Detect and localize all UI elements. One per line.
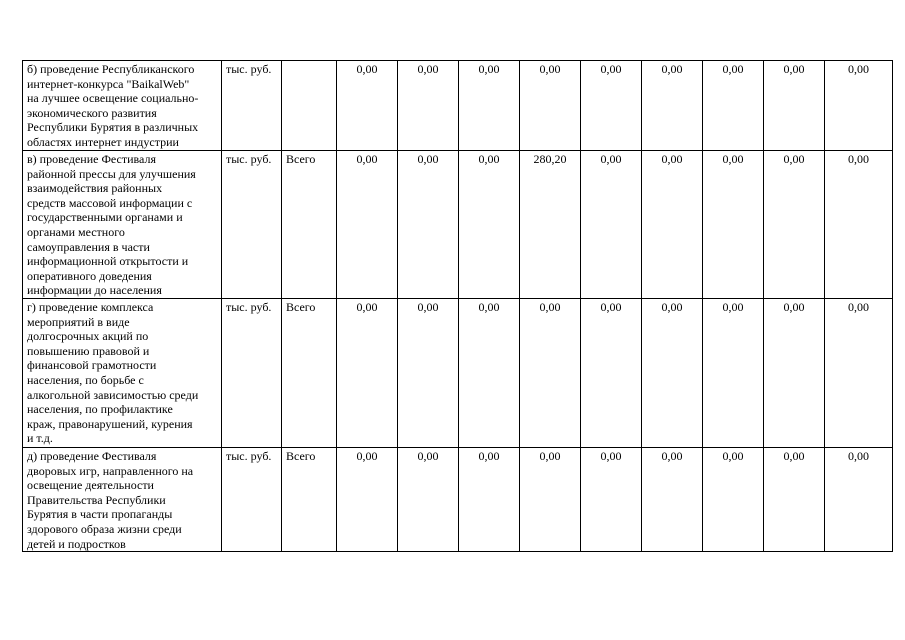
description-line: мероприятий в виде [27,314,130,329]
table-body [23,61,893,552]
kind-cell: Всего [282,151,337,299]
description-line: экономического развития [27,105,157,120]
description-line: финансовой грамотности [27,358,157,373]
description-line: населения, по борьбе с [27,372,144,387]
value-cell: 0,00 [764,299,825,448]
table-row [23,61,893,151]
value-cell: 0,00 [642,299,703,448]
value-cell: 0,00 [337,61,398,151]
value-cell: 0,00 [642,448,703,552]
kind-cell: Всего [282,299,337,448]
value-cell: 0,00 [459,151,520,299]
value-cell: 0,00 [398,61,459,151]
value-cell: 0,00 [764,448,825,552]
description-line: на лучшее освещение социально- [27,91,199,106]
value-cell: 0,00 [703,151,764,299]
description-line: долгосрочных акций по [27,329,149,344]
description-line: оперативного доведения [27,268,152,283]
description-line: здорового образа жизни среди [27,521,182,536]
value-cell: 0,00 [520,61,581,151]
value-cell: 0,00 [398,151,459,299]
description-line: информационной открытости и [27,254,189,269]
value-cell: 0,00 [642,151,703,299]
table-row [23,151,893,299]
description-line: государственными органами и [27,210,183,225]
value-cell: 280,20 [520,151,581,299]
unit-cell: тыс. руб. [222,299,282,448]
description-line: краж, правонарушений, курения [27,416,193,431]
value-cell: 0,00 [703,61,764,151]
description-line: дворовых игр, направленного на [27,463,194,478]
description-line: д) проведение Фестиваля [27,449,157,463]
value-cell: 0,00 [825,151,893,299]
value-cell: 0,00 [581,151,642,299]
description-line: самоуправления в части [27,239,150,254]
value-cell: 0,00 [459,61,520,151]
description-line: районной прессы для улучшения [27,166,196,181]
value-cell: 0,00 [703,299,764,448]
value-cell: 0,00 [764,151,825,299]
unit-cell: тыс. руб. [222,61,282,151]
value-cell: 0,00 [520,448,581,552]
budget-table [22,60,893,552]
description-line: Бурятия в части пропаганды [27,507,173,522]
value-cell: 0,00 [337,299,398,448]
value-cell: 0,00 [459,299,520,448]
kind-cell: Всего [282,448,337,552]
description-line: Правительства Республики [27,492,166,507]
description-line: информации до населения [27,283,162,298]
unit-cell: тыс. руб. [222,448,282,552]
description-line: в) проведение Фестиваля [27,152,156,166]
description-line: б) проведение Республиканского [27,62,195,76]
value-cell: 0,00 [825,61,893,151]
value-cell: 0,00 [398,448,459,552]
description-line: областях интернет индустрии [27,134,179,149]
description-line: органами местного [27,224,125,239]
description-line: и т.д. [27,431,53,446]
description-line: г) проведение комплекса [27,300,154,314]
description-line: средств массовой информации с [27,195,193,210]
description-line: повышению правовой и [27,343,150,358]
row-description [23,299,222,448]
value-cell: 0,00 [337,151,398,299]
value-cell: 0,00 [459,448,520,552]
value-cell: 0,00 [764,61,825,151]
value-cell: 0,00 [825,299,893,448]
description-line: детей и подростков [27,536,126,551]
row-description [23,448,222,552]
unit-cell: тыс. руб. [222,151,282,299]
value-cell: 0,00 [520,299,581,448]
table-row [23,448,893,552]
description-line: освещение деятельности [27,478,154,493]
description-line: алкогольной зависимостью среди [27,387,199,402]
document-page [22,60,893,552]
value-cell: 0,00 [825,448,893,552]
description-line: населения, по профилактике [27,402,173,417]
row-description [23,151,222,299]
value-cell: 0,00 [337,448,398,552]
value-cell: 0,00 [581,299,642,448]
value-cell: 0,00 [642,61,703,151]
description-line: интернет-конкурса "BaikalWeb" [27,76,190,91]
value-cell: 0,00 [581,448,642,552]
row-description [23,61,222,151]
value-cell: 0,00 [581,61,642,151]
description-line: Республики Бурятия в различных [27,120,199,135]
kind-cell [282,61,337,151]
value-cell: 0,00 [398,299,459,448]
table-row [23,299,893,448]
description-line: взаимодействия районных [27,181,163,196]
value-cell: 0,00 [703,448,764,552]
